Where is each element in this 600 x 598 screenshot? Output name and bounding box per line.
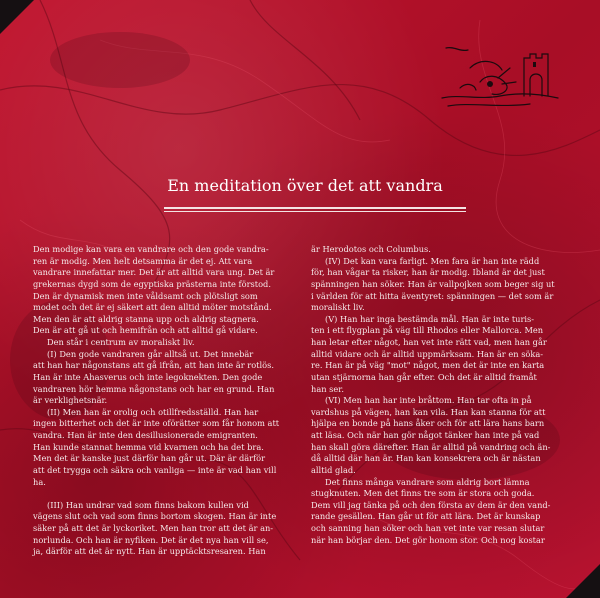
text-line: (V) Han har inga bestämda mål. Han är inte turis-	[325, 313, 535, 324]
text-line: vandra. Han är inte den desillusionerade emigranten.	[33, 430, 258, 440]
text-line: ren är modig. Men helt detsamma är det ej. Att vara	[33, 255, 253, 266]
text-line: vandraren hör hemma någonstans och har en grund. Han	[33, 383, 275, 394]
text-line: och sanning han söker och han vet inte var resan slutar	[311, 523, 545, 533]
text-line: stugknuten. Men det finns tre som är stora och goda.	[311, 488, 535, 499]
text-line	[33, 488, 299, 500]
text-line: rande gesällen. Han går ut för att lära. Det är kunskap	[311, 511, 541, 522]
text-line: att han har någonstans att gå ifrån, att han inte är rotlös.	[33, 360, 274, 371]
text-line: att det trygga och säkra och vanliga — inte är vad han vill	[33, 464, 277, 475]
text-line: han skall göra därefter. Han är alltid på vandring och än-	[311, 441, 551, 452]
text-line: Den är att gå ut och hemifrån och att alltid gå vidare.	[33, 325, 258, 336]
text-line: re. Han är på väg "mot" något, men det är inte en karta	[311, 360, 545, 371]
text-line: Han kunde stannat hemma vid kvarnen och ha det bra.	[33, 441, 264, 452]
corner-triangle-decoration	[0, 0, 34, 34]
text-line: spänningen han söker. Han är vallpojken som beger sig ut	[311, 278, 555, 289]
text-line: ha.	[33, 476, 46, 487]
text-line: Men den är att aldrig stanna upp och aldrig stagnera.	[33, 313, 259, 324]
text-line: (VI) Men han har inte bråttom. Han tar ofta in på	[325, 395, 532, 406]
text-line: Han är inte Ahasverus och inte legoknekten. Den gode	[33, 371, 263, 382]
text-line: är Herodotos och Columbus.	[311, 244, 431, 254]
text-line: (I) Den gode vandraren går alltså ut. Det innebär	[47, 348, 254, 359]
text-line: norlunda. Och han är nyfiken. Det är det nya han vill se,	[33, 534, 269, 545]
text-line: utan stjärnorna han går efter. Och det är alltid framåt	[311, 371, 537, 382]
text-line: Men det är kanske just därför han går ut. Där är därför	[33, 453, 266, 464]
text-line: (IV) Det kan vara farligt. Men fara är han inte rädd	[325, 255, 540, 266]
text-line: modet och det är ej säkert att den alltid möter motstånd.	[33, 302, 272, 313]
page-title: En meditation över det att vandra	[167, 176, 443, 195]
text-line: Den står i centrum av moraliskt liv.	[47, 337, 195, 347]
text-column-left	[33, 244, 299, 558]
title-rule	[164, 207, 466, 209]
text-line: när han börjar den. Det gör honom stor. Och nog kostar	[311, 534, 545, 545]
text-line: är verklighetsnär.	[33, 395, 108, 406]
text-line: han ser.	[311, 383, 344, 394]
text-line: för, han vågar ta risker, han är modig. Ibland är det just	[311, 267, 545, 278]
text-line: ingen bitterhet och det är inte oförätter som får honom att	[33, 418, 280, 429]
text-line: Den är dynamisk men inte våldsamt och plötsligt som	[33, 290, 258, 301]
text-line: att läsa. Och när han gör något tänker han inte på vad	[311, 430, 540, 440]
castle-tower-vignette	[440, 38, 560, 114]
text-line: då alltid där han är. Han kan konsekrera och är nästan	[311, 453, 541, 464]
text-line: alltid glad.	[311, 464, 356, 475]
text-line: Dem vill jag tänka på och den första av dem är den vand-	[311, 499, 551, 510]
text-line: vandrare innefattar mer. Det är att alltid vara ung. Det är	[33, 267, 275, 278]
text-line: grekernas dygd som de egyptiska prästerna inte förstod.	[33, 278, 271, 289]
text-line: hjälpa en bonde på hans åker och för att lära hans barn	[311, 418, 545, 429]
corner-triangle-decoration	[566, 564, 600, 598]
text-line: i världen för att hitta äventyret: spänningen — det som är	[311, 290, 554, 301]
text-line: ja, därför att det är nytt. Han är upptäcktsresaren. Han	[33, 546, 266, 557]
text-line: (III) Han undrar vad som finns bakom kullen vid	[47, 499, 249, 510]
text-column-right	[311, 244, 577, 546]
text-line: (II) Men han är orolig och otillfredsställd. Han har	[47, 406, 259, 417]
text-line: säker på att det är lyckoriket. Men han tror att det är an-	[33, 523, 274, 533]
text-line: han letar efter något, han vet inte rätt vad, men han går	[311, 337, 547, 347]
text-line: Den modige kan vara en vandrare och den gode vandra-	[33, 244, 269, 254]
text-line: ten i ett flygplan på väg till Rhodos eller Mallorca. Men	[311, 325, 544, 336]
text-line: moraliskt liv.	[311, 302, 365, 313]
title-rule	[164, 211, 466, 212]
text-line: Det finns många vandrare som aldrig bort lämna	[325, 476, 530, 487]
text-line: vägens slut och vad som finns bortom skogen. Han är inte	[33, 511, 277, 522]
text-line: alltid vidare och är alltid uppmärksam. Han är en söka-	[311, 348, 544, 359]
text-line: vardshus på vägen, han kan vila. Han kan stanna för att	[311, 406, 546, 417]
